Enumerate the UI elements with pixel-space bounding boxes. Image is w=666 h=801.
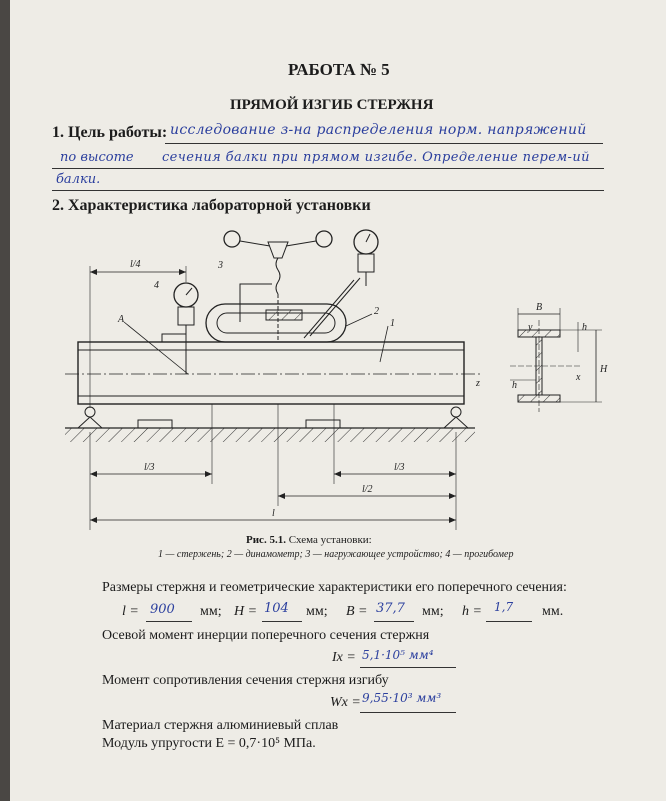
label-h-left: h [512,380,517,391]
answer-line-2 [52,168,604,169]
label-2: 2 [374,306,379,317]
resistance-label: Wx = [330,695,361,710]
resistance-blank [360,712,456,713]
figure-caption [246,534,372,546]
dynamometer [206,304,346,342]
dim-h-blank [486,621,532,622]
modulus-value: E = 0,7·10⁵ МПа. [215,736,316,751]
dim-mm-1: мм; [200,604,222,619]
label-4: 4 [154,280,159,291]
material-line: Материал стержня алюминиевый сплав [102,718,339,733]
beam [78,342,464,404]
dim-l-label: l = [122,604,139,619]
resistance-heading: Момент сопротивления сечения стержня изгибу [102,673,389,688]
label-B: B [536,302,543,313]
deflection-gauge [162,283,198,374]
right-support [444,407,468,428]
dim-mm-2: мм; [306,604,328,619]
caption-label: Рис. 5.1. [246,534,286,546]
dim-h-label: h = [462,604,482,619]
modulus-line [102,736,316,752]
label-z: z [476,378,480,389]
section-2-label: 2. Характеристика лабораторной установки [52,197,371,214]
dim-H-label: H = [234,604,258,619]
label-l3-right: l/3 [394,462,405,473]
dim-l-blank [146,621,192,622]
figure-legend: 1 — стержень; 2 — динамометр; 3 — нагружающее устройство; 4 — прогибомер [158,549,514,560]
diagram-labels [117,259,608,519]
installation-diagram [10,222,666,562]
work-subtitle: ПРЯМОЙ ИЗГИБ СТЕРЖНЯ [230,97,434,113]
dim-B-blank [374,621,414,622]
inertia-value: 5,1·10⁵ мм⁴ [362,648,434,662]
label-3: 3 [218,260,223,271]
label-h-top: h [582,322,587,333]
label-1: 1 [390,318,395,329]
label-y: y [528,322,533,333]
answer-text-3: балки. [56,172,101,187]
worksheet [10,0,666,801]
label-l3-left: l/3 [144,462,155,473]
answer-text-1: исследование з-на распределения норм. напряжений [170,122,587,138]
modulus-label: Модуль упругости [102,736,212,751]
resistance-value: 9,55·10³ мм³ [362,691,442,705]
work-title: РАБОТА № 5 [288,60,390,79]
inertia-blank [360,667,456,668]
dim-H-blank [262,621,302,622]
answer-text-2b: сечения балки при прямом изгибе. Определение перем-ий [162,150,590,165]
answer-line-1 [165,143,603,144]
dim-H-value: 104 [264,601,289,616]
section-1-label: 1. Цель работы: [52,124,168,141]
dim-h-value: 1,7 [494,600,514,614]
dim-mm-4: мм. [542,604,564,619]
document-page [10,0,666,801]
answer-line-3 [52,190,604,191]
i-beam-section [510,308,602,412]
label-l2: l/2 [362,484,373,495]
label-x: x [576,372,581,383]
label-l4: l/4 [130,259,141,270]
answer-text-2a: по высоте [60,150,134,165]
inertia-heading: Осевой момент инерции поперечного сечения стержня [102,628,430,643]
label-H: H [600,364,608,375]
dim-mm-3: мм; [422,604,444,619]
dim-B-value: 37,7 [376,601,405,616]
dial-gauge [304,230,378,338]
left-support [78,407,102,428]
label-l: l [272,508,275,519]
dim-l-value: 900 [150,602,175,617]
inertia-label: Ix = [332,650,356,665]
ground-hatch [65,428,475,442]
dim-B-label: B = [346,604,368,619]
dimensions-heading: Размеры стержня и геометрические характеристики его поперечного сечения: [102,580,567,595]
label-A: A [118,314,125,325]
caption-title: Схема установки: [288,534,372,546]
